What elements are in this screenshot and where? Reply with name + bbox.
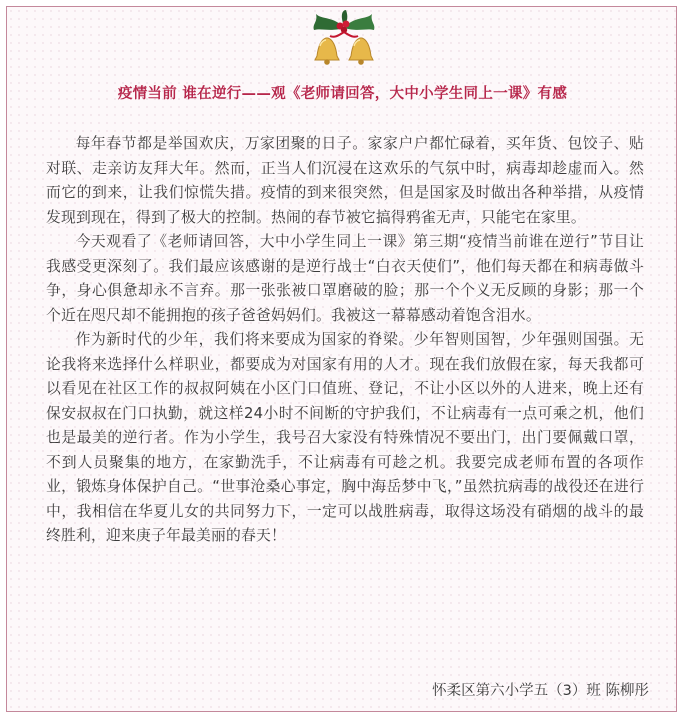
article-title: 疫情当前 谁在逆行——观《老师请回答，大中小学生同上一课》有感: [117, 86, 568, 102]
holly-bells-icon: [304, 10, 384, 70]
paragraph-1: 每年春节都是举国欢庆，万家团聚的日子。家家户户都忙碌着，买年货、包饺子、贴对联、走亲访友拜大年。然而，正当人们沉浸在这欢乐的气氛中时，病毒却趁虚而入。然而它的到来，让我们惊慌失措。疫情的到来很突然，但是国家及时做出各种举措，从疫情发现到现在，得到了极大的控制。热闹的春节被它搞得鸦雀无声，只能宅在家里。: [46, 135, 644, 226]
paragraph-3: 作为新时代的少年，我们将来要成为国家的脊梁。少年智则国智，少年强则国强。无论我将来选择什么样职业，都要成为对国家有用的人才。现在我们放假在家，每天我都可以看见在社区工作的叔叔阿姨在小区门口值班、登记，不让小区以外的人进来，晚上还有保安叔叔在门口执勤，就这样24小时不间断的守护我们，不让病毒有一点可乘之机，他们也是最美的逆行者。作为小学生，我号召大家没有特殊情况不要出门，出门要佩戴口罩，不到人员聚集的地方，在家勤洗手，不让病毒有可趁之机。我要完成老师布置的各项作业，锻炼身体保护自己。“世事沧桑心事定，胸中海岳梦中飞，”虽然抗病毒的战役还在进行中，我相信在华夏儿女的共同努力下，一定可以战胜病毒，取得这场没有硝烟的战斗的最终胜利，迎来庚子年最美丽的春天！: [46, 331, 644, 544]
article-body: [46, 132, 644, 549]
paragraph-2: 今天观看了《老师请回答，大中小学生同上一课》第三期“疫情当前谁在逆行”节目让我感受更深刻了。我们最应该感谢的是逆行战士“白衣天使们”，他们每天都在和病毒做斗争，身心俱惫却永不言弃。那一张张被口罩磨破的脸；那一个个义无反顾的身影；那一个个近在咫尺却不能拥抱的孩子爸爸妈妈们。我被这一幕幕感动着饱含泪水。: [46, 233, 644, 324]
author-signature: 怀柔区第六小学五（3）班 陈柳彤: [432, 683, 649, 699]
